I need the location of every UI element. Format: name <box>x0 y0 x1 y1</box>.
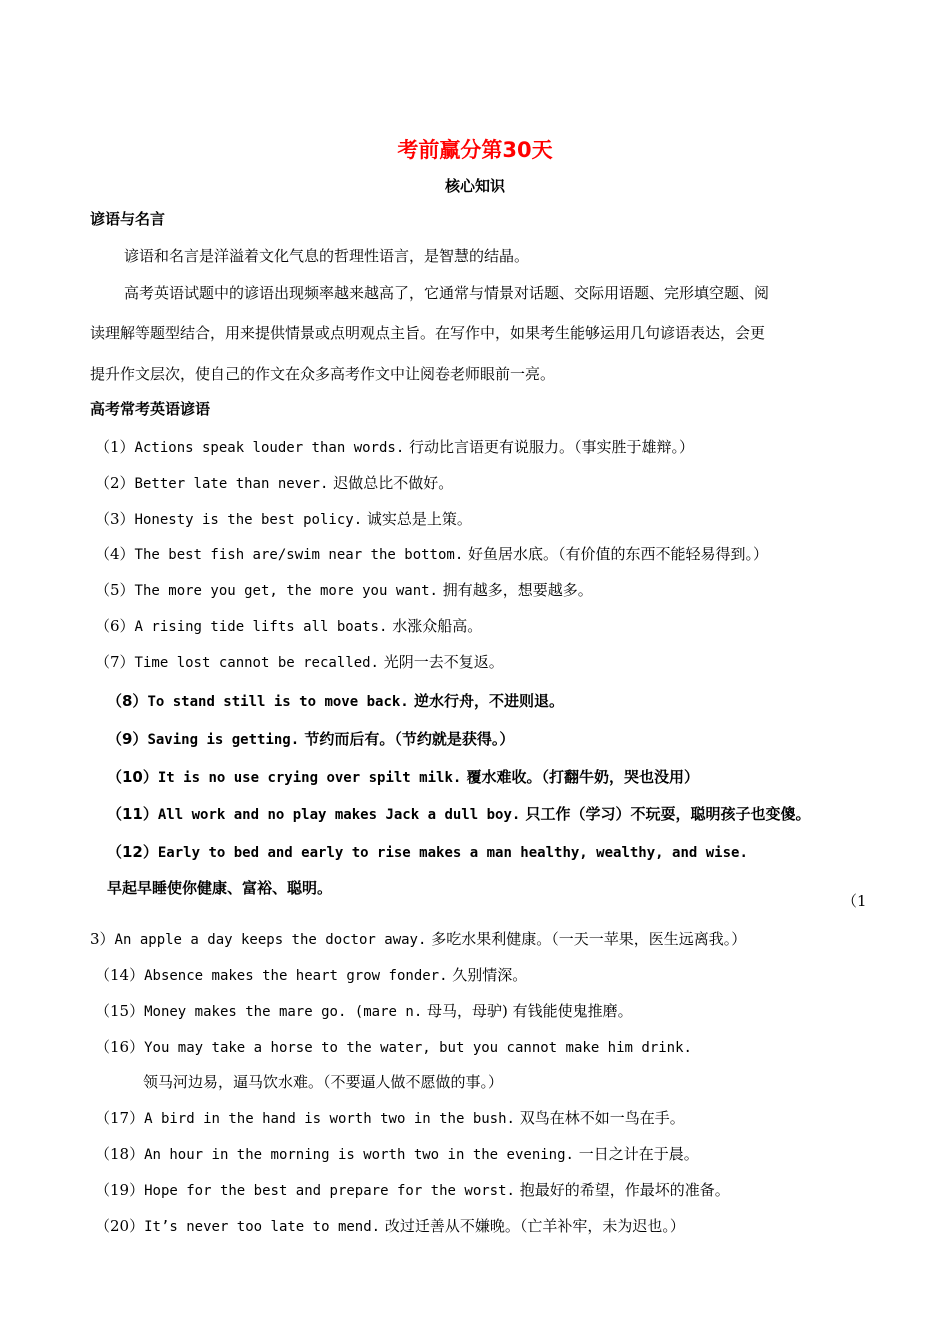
proverb-item: （9）Saving is getting. 节约而后有。（节约就是获得。） <box>107 730 515 748</box>
proverb-item: （6）A rising tide lifts all boats. 水涨众船高。 <box>95 617 483 635</box>
proverb-item: （12）Early to bed and early to rise makes a man healthy, wealthy, and wise. <box>107 843 748 861</box>
intro-paragraph-2-line-3: 提升作文层次，使自己的作文在众多高考作文中让阅卷老师眼前一亮。 <box>90 365 556 383</box>
proverb-item: （16）You may take a horse to the water, but you cannot make him drink. <box>95 1038 692 1056</box>
proverb-item: （2）Better late than never. 迟做总比不做好。 <box>95 474 454 492</box>
proverb-item: （19）Hope for the best and prepare for the worst. 抱最好的希望，作最坏的准备。 <box>95 1181 730 1199</box>
proverb-item: （10）It is no use crying over spilt milk. 覆水难收。（打翻牛奶，哭也没用） <box>107 768 700 786</box>
proverb-translation-line: 领马河边易，逼马饮水难。（不要逼人做不愿做的事。） <box>143 1073 504 1091</box>
proverb-item: （20）It’s never too late to mend. 改过迁善从不嫌晚。（亡羊补牢，未为迟也。） <box>95 1217 685 1235</box>
proverb-item: （5）The more you get, the more you want. 拥有越多，想要越多。 <box>95 581 593 599</box>
proverb-item: （14）Absence makes the heart grow fonder. 久别情深。 <box>95 966 528 984</box>
section-heading-proverbs: 谚语与名言 <box>90 210 166 228</box>
intro-paragraph-2-line-1: 高考英语试题中的谚语出现频率越来越高了，它通常与情景对话题、交际用语题、完形填空题、阅 <box>124 284 770 302</box>
proverb-item: （17）A bird in the hand is worth two in the bush. 双鸟在林不如一鸟在手。 <box>95 1109 685 1127</box>
proverb-item: （4）The best fish are/swim near the bottom. 好鱼居水底。（有价值的东西不能轻易得到。） <box>95 545 769 563</box>
page-title: 考前赢分第30天 <box>397 138 553 162</box>
proverb-number-fragment: （1 <box>842 892 867 910</box>
intro-paragraph-1: 谚语和名言是洋溢着文化气息的哲理性语言，是智慧的结晶。 <box>124 247 530 265</box>
page-subtitle: 核心知识 <box>444 177 505 195</box>
intro-paragraph-2-line-2: 读理解等题型结合，用来提供情景或点明观点主旨。在写作中，如果考生能够运用几句谚语表达，会更 <box>90 324 766 342</box>
proverb-item: （1）Actions speak louder than words. 行动比言语更有说服力。（事实胜于雄辩。） <box>95 438 695 456</box>
proverb-translation-line: 早起早睡使你健康、富裕、聪明。 <box>107 879 333 897</box>
proverb-item: （8）To stand still is to move back. 逆水行舟，不进则退。 <box>107 692 564 710</box>
proverb-item: （11）All work and no play makes Jack a dull boy. 只工作（学习）不玩耍，聪明孩子也变傻。 <box>107 805 811 823</box>
section-heading-common-proverbs: 高考常考英语谚语 <box>90 400 211 418</box>
proverb-item: 3）An apple a day keeps the doctor away. 多吃水果利健康。（一天一苹果，医生远离我。） <box>90 930 747 948</box>
proverb-item: （15）Money makes the mare go. (mare n. 母马，母驴) 有钱能使鬼推磨。 <box>95 1002 633 1020</box>
proverb-item: （3）Honesty is the best policy. 诚实总是上策。 <box>95 510 472 528</box>
proverb-item: （18）An hour in the morning is worth two in the evening. 一日之计在于晨。 <box>95 1145 699 1163</box>
proverb-item: （7）Time lost cannot be recalled. 光阴一去不复返。 <box>95 653 504 671</box>
